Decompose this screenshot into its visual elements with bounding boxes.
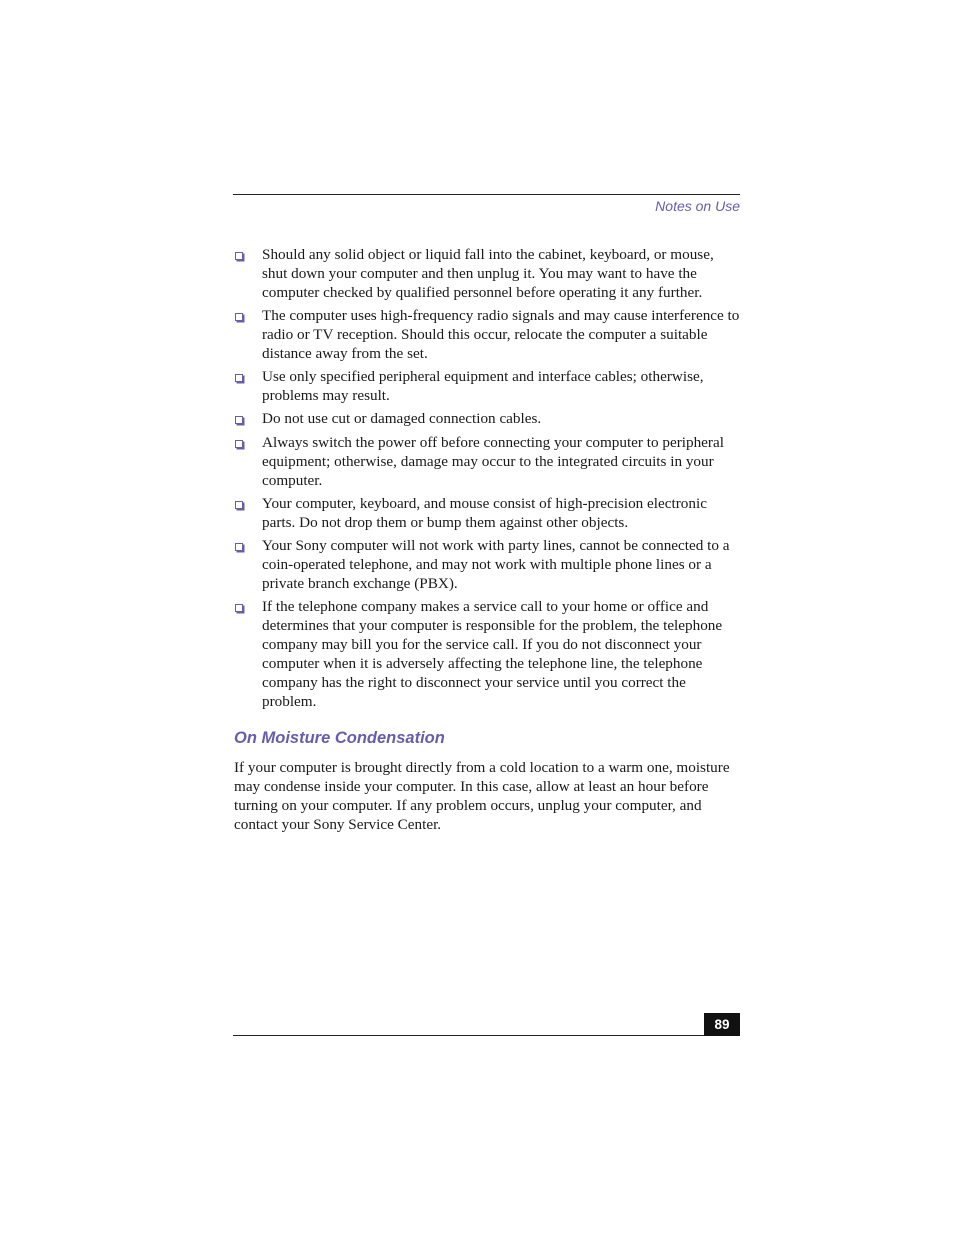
list-item-text: Your Sony computer will not work with party lines, cannot be connected to a coin-operated telephone, and may not work with multiple phone lines or a private branch exchange (PBX). <box>262 537 730 592</box>
page-number: 89 <box>704 1013 740 1036</box>
list-item-text: The computer uses high-frequency radio signals and may cause interference to radio or TV reception. Should this occur, relocate the computer a suitable distance away from the set. <box>262 307 740 362</box>
list-item <box>234 434 740 491</box>
list-item <box>234 495 740 533</box>
section-heading: On Moisture Condensation <box>234 729 445 747</box>
list-item <box>234 368 740 406</box>
footer-rule <box>233 1035 740 1036</box>
running-header: Notes on Use <box>655 198 740 214</box>
list-item-text: If the telephone company makes a service call to your home or office and determines that your computer is responsible for the problem, the telephone company may bill you for the service call. If you do not disconnect your computer when it is adversely affecting the telephone line, the telephone company has the right to disconnect your service until you correct the problem. <box>262 598 723 710</box>
list-item-text: Use only specified peripheral equipment and interface cables; otherwise, problems may result. <box>262 368 704 405</box>
checkbox-bullet-icon <box>234 410 262 429</box>
list-item <box>234 598 740 711</box>
list-item <box>234 410 740 429</box>
checkbox-bullet-icon <box>234 598 262 617</box>
list-item-text: Always switch the power off before connecting your computer to peripheral equipment; otherwise, damage may occur to the integrated circuits in your computer. <box>262 433 724 489</box>
list-item <box>234 307 740 364</box>
list-item <box>234 246 740 303</box>
list-item-text: Your computer, keyboard, and mouse consist of high-precision electronic parts. Do not drop them or bump them against other objects. <box>262 494 707 531</box>
list-item-text: Should any solid object or liquid fall into the cabinet, keyboard, or mouse, shut down your computer and then unplug it. You may want to have the computer checked by qualified personnel before operating it any further. <box>262 246 714 301</box>
checkbox-bullet-icon <box>234 246 262 265</box>
list-item-text: Do not use cut or damaged connection cables. <box>262 410 542 428</box>
checkbox-bullet-icon <box>234 368 262 387</box>
header-rule <box>233 194 740 195</box>
checkbox-bullet-icon <box>234 434 262 453</box>
checkbox-bullet-icon <box>234 537 262 556</box>
notes-bullet-list <box>234 246 740 716</box>
checkbox-bullet-icon <box>234 307 262 326</box>
section-paragraph: If your computer is brought directly from a cold location to a warm one, moisture may condense inside your computer. In this case, allow at least an hour before turning on your computer. If any problem occurs, unplug your computer, and contact your Sony Service Center. <box>234 759 730 833</box>
list-item <box>234 537 740 594</box>
checkbox-bullet-icon <box>234 495 262 514</box>
